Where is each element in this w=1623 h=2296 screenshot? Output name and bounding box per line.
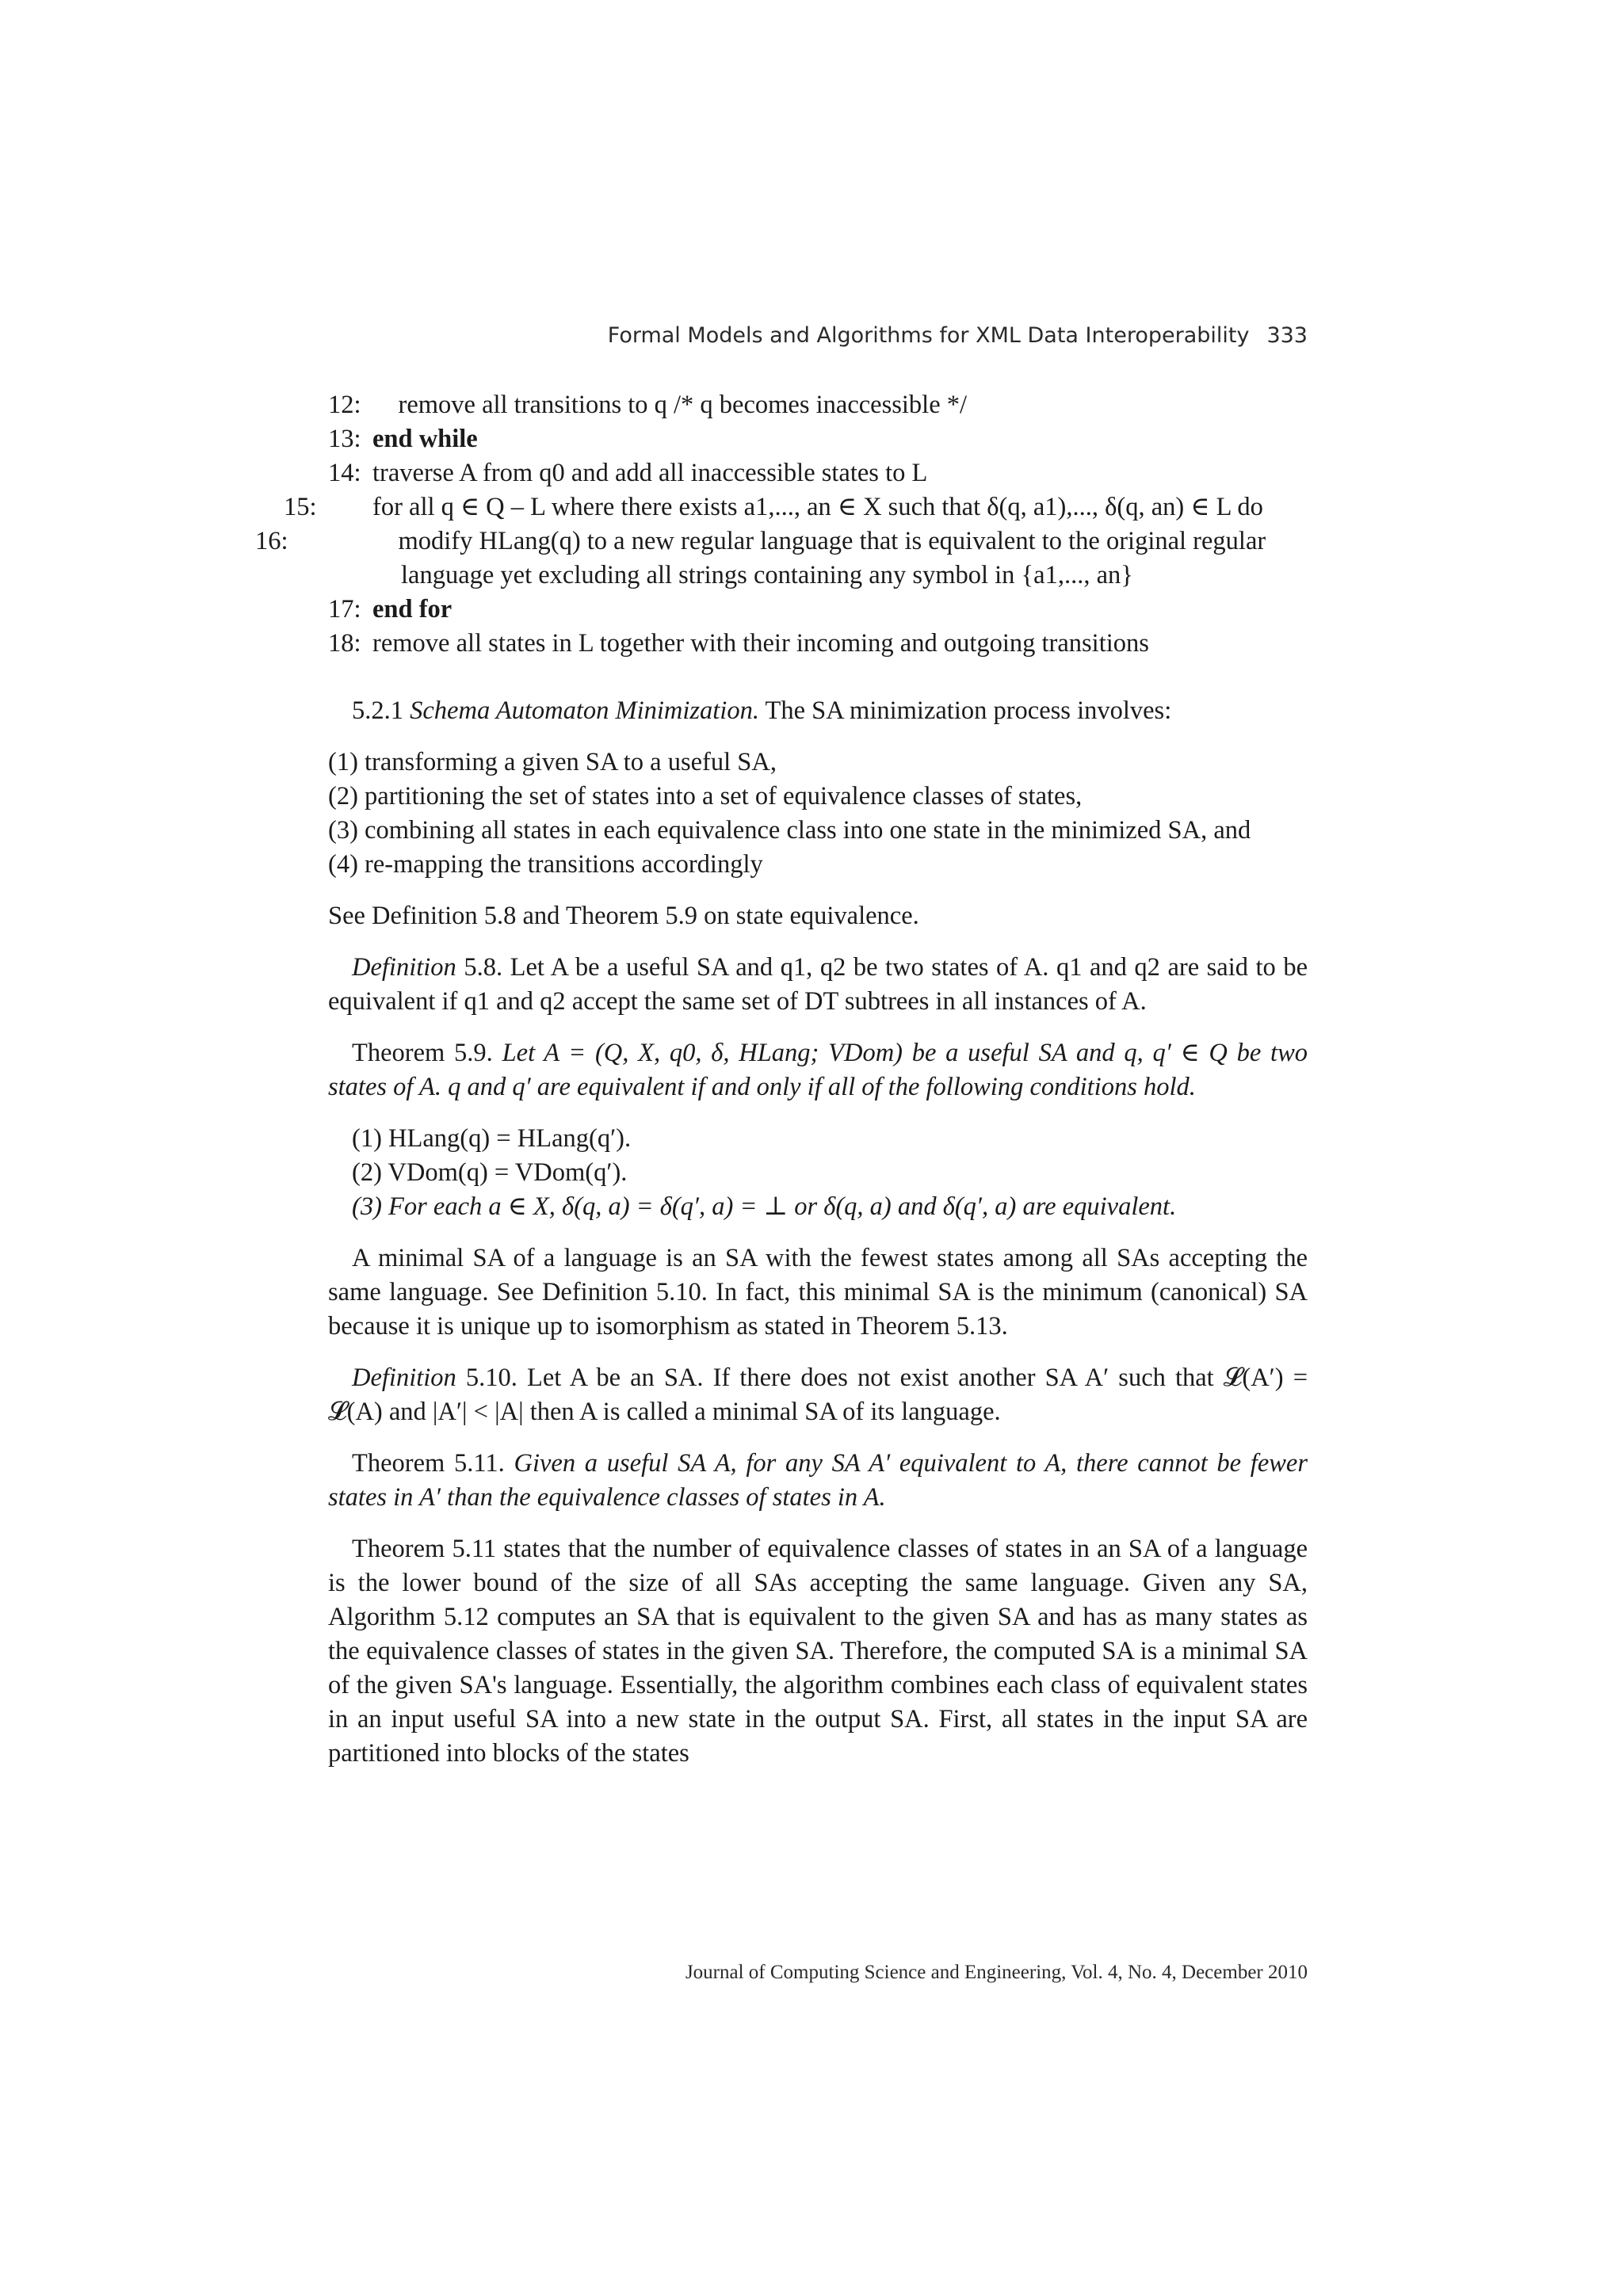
algo-text: traverse A from q0 and add all inaccessible states to L [372,459,928,487]
algorithm-continuation [255,388,1308,661]
list-item: (4) re-mapping the transitions accordingly [328,850,763,879]
algo-text: modify HLang(q) to a new regular language that is equivalent to the original regular language yet excluding all strings containing any symbol in {a1,..., an} [398,527,1266,589]
page-number: 333 [1266,323,1308,348]
algo-line-12 [328,388,1308,422]
definition-label: Definition [352,1363,456,1392]
definition-text: Let A be a useful SA and q1, q2 be two states of A. q1 and q2 are said to be equivalent if q1 and q2 accept the same set of DT subtrees in all instances of A. [328,953,1308,1016]
theorem-statement [328,1036,1308,1104]
line-number: 13: [328,425,361,453]
algo-line-18 [328,627,1308,661]
section-intro: The SA minimization process involves: [765,696,1172,725]
theorem-label: Theorem 5.11. [352,1449,505,1478]
condition-item: (1) HLang(q) = HLang(q′). [352,1124,632,1153]
line-number: 14: [328,459,361,487]
condition-item: (2) VDom(q) = VDom(q′). [352,1158,628,1187]
minimization-steps [328,746,1308,882]
algo-line-13 [328,422,1308,456]
running-title: Formal Models and Algorithms for XML Data Interoperability [607,323,1250,348]
see-reference: See Definition 5.8 and Theorem 5.9 on state equivalence. [328,902,919,930]
algo-text: remove all states in L together with their incoming and outgoing transitions [372,629,1149,658]
journal-footer: Journal of Computing Science and Engineering, Vol. 4, No. 4, December 2010 [685,1962,1308,1983]
algo-text: remove all transitions to q /* q becomes inaccessible */ [398,391,968,419]
line-number: 18: [328,629,361,658]
line-number: 16: [255,527,288,555]
algo-text: end for [372,595,453,624]
section-title: Schema Automaton Minimization. [410,696,759,725]
section-heading-paragraph [328,694,1308,728]
condition-item: (3) For each a ∈ X, δ(q, a) = δ(q′, a) = ⊥ or δ(q, a) and δ(q′, a) are equivalent. [352,1192,1177,1221]
list-item: (1) transforming a given SA to a useful SA, [328,748,777,776]
theorem-text: Given a useful SA A, for any SA A′ equivalent to A, there cannot be fewer states in A′ than the equivalence classes of states in A. [328,1449,1308,1512]
theorem-5-11 [328,1447,1308,1515]
theorem-5-9 [328,1036,1308,1224]
list-item: (3) combining all states in each equivalence class into one state in the minimized SA, and [328,816,1251,845]
definition-text: Let A be an SA. If there does not exist another SA A′ such that 𝓛(A′) = 𝓛(A) and |A′| < |A| then A is called a minimal SA of its language. [328,1363,1308,1426]
closing-paragraph: Theorem 5.11 states that the number of equivalence classes of states in an SA of a language is the lower bound of the size of all SAs accepting the same language. Given any SA, Algorithm 5.12 computes an SA that is equivalent to the given SA and has as many states as the equivalence classes of states in the given SA. Therefore, the computed SA is a minimal SA of the given SA's language. Essentially, the algorithm combines each class of equivalent states in an input useful SA into a new state in the output SA. First, all states in the input SA are partitioned into blocks of the states [328,1535,1308,1768]
definition-number: 5.8. [464,953,503,982]
algo-text: end while [372,425,478,453]
definition-5-8 [328,951,1308,1019]
page-body [255,388,1308,1771]
section-number: 5.2.1 [352,696,403,725]
algo-line-16 [255,524,1308,593]
definition-5-10 [328,1361,1308,1429]
minimal-sa-paragraph: A minimal SA of a language is an SA with the fewest states among all SAs accepting the same language. See Definition 5.10. In fact, this minimal SA is the minimum (canonical) SA because it is unique up to isomorphism as stated in Theorem 5.13. [328,1244,1308,1341]
algo-line-15 [284,490,1308,524]
algo-text: for all q ∈ Q – L where there exists a1,..., an ∈ X such that δ(q, a1),..., δ(q, an) ∈ L do [372,493,1263,521]
running-header [602,323,1308,348]
definition-label: Definition [352,953,456,982]
line-number: 17: [328,595,361,624]
line-number: 15: [284,493,317,521]
theorem-text: Let A = (Q, X, q0, δ, HLang; VDom) be a useful SA and q, q′ ∈ Q be two states of A. q and q′ are equivalent if and only if all of the following conditions hold. [328,1039,1308,1101]
algo-line-14 [328,456,1308,490]
list-item: (2) partitioning the set of states into a set of equivalence classes of states, [328,782,1083,810]
definition-number: 5.10. [465,1363,517,1392]
line-number: 12: [328,391,361,419]
theorem-label: Theorem 5.9. [352,1039,493,1067]
algo-line-17 [328,593,1308,627]
